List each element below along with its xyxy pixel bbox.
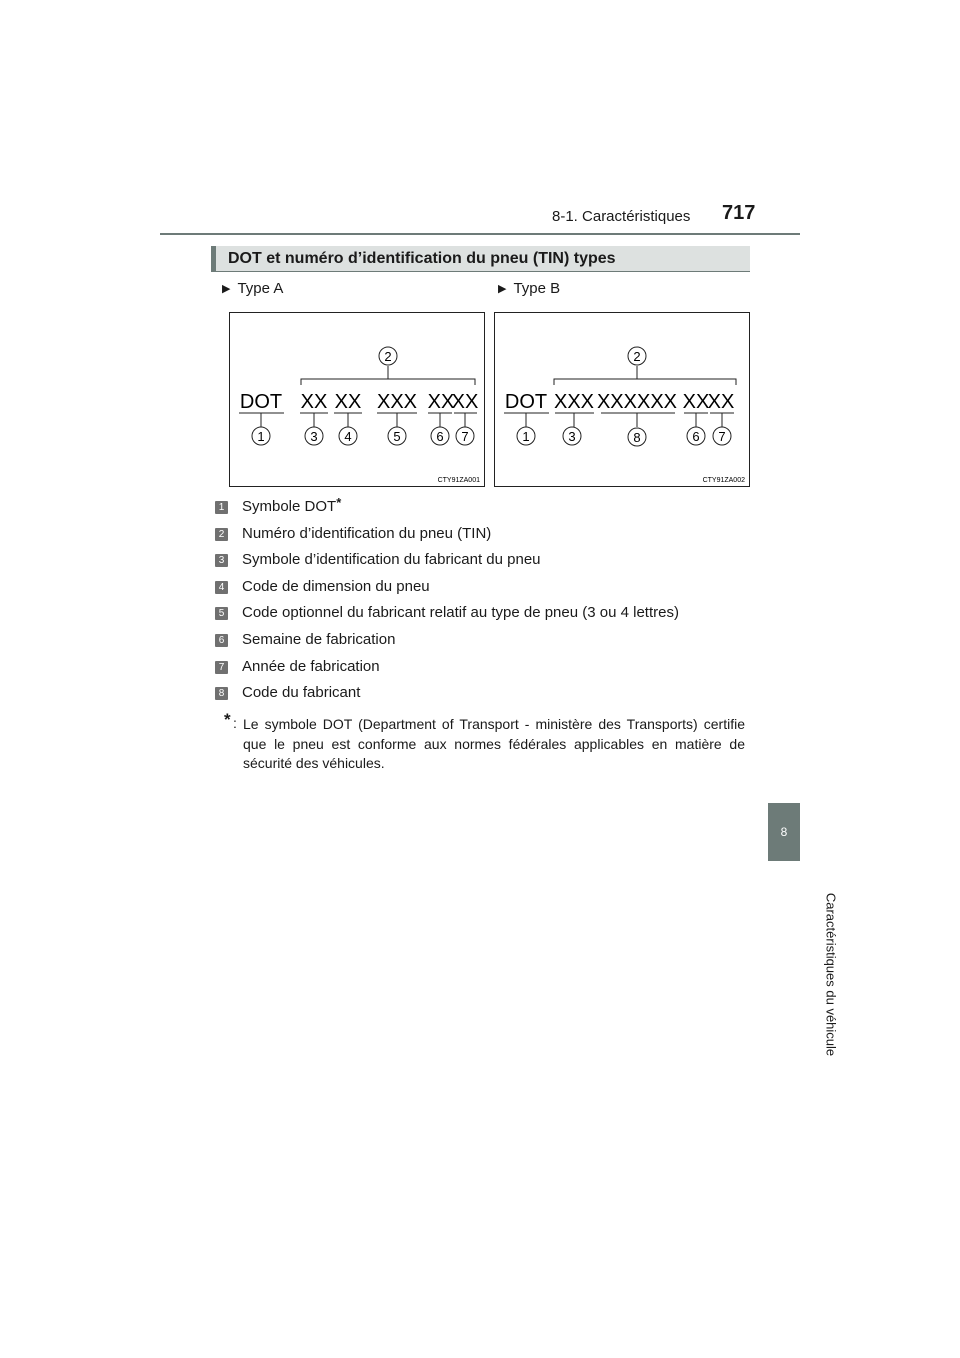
- footnote-colon: :: [233, 715, 237, 731]
- footnote-star: *: [224, 710, 231, 729]
- code-group-dot: DOT: [504, 391, 548, 413]
- callout-2: 2: [384, 349, 392, 364]
- triangle-right-icon: ▶: [222, 283, 231, 295]
- legend-number: 3: [215, 554, 228, 567]
- section-heading: 8-1. Caractéristiques: [552, 208, 691, 225]
- legend-text: Numéro d’identification du pneu (TIN): [242, 524, 492, 542]
- footnote-marker: *: [336, 495, 342, 510]
- code-group-year: XX: [707, 391, 735, 413]
- legend-text: Semaine de fabrication: [242, 630, 396, 648]
- legend-number: 6: [215, 634, 228, 647]
- legend-number: 8: [215, 687, 228, 700]
- code-group-xxx: XXX: [553, 391, 595, 413]
- code-group-xx-2: XX: [334, 391, 362, 413]
- type-a-heading: [222, 280, 283, 297]
- legend-text: Année de fabrication: [242, 657, 380, 675]
- callout-7: 7: [461, 429, 469, 444]
- legend-number: 4: [215, 581, 228, 594]
- legend-number: 1: [215, 501, 228, 514]
- image-code: CTY91ZA002: [702, 477, 745, 484]
- legend-text: Symbole d’identification du fabricant du pneu: [242, 551, 541, 569]
- page-number: 717: [722, 202, 756, 224]
- legend-number: 2: [215, 528, 228, 541]
- code-group-xxx: XXX: [376, 391, 418, 413]
- callout-6: 6: [436, 429, 444, 444]
- image-code: CTY91ZA001: [437, 477, 480, 484]
- legend-number: 7: [215, 661, 228, 674]
- callout-6: 6: [692, 429, 700, 444]
- footnote-text: Le symbole DOT (Department of Transport - ministère des Transports) certifie que le pneu est conforme aux normes fédérales applicables en matière de sécurité des véhicules.: [243, 716, 745, 771]
- legend-text: Code optionnel du fabricant relatif au type de pneu (3 ou 4 lettres): [242, 604, 679, 622]
- code-group-xxxxxx: XXXXXX: [596, 391, 678, 413]
- header-rule: [160, 233, 800, 235]
- code-group-week: XX: [682, 391, 710, 413]
- callout-3: 3: [568, 429, 576, 444]
- type-b-label: Type B: [513, 280, 561, 297]
- callout-5: 5: [393, 429, 401, 444]
- callout-2: 2: [633, 349, 641, 364]
- callout-1: 1: [522, 429, 530, 444]
- callout-7: 7: [718, 429, 726, 444]
- code-group-xx-1: XX: [300, 391, 328, 413]
- code-group-year: XX: [451, 391, 479, 413]
- chapter-tab: [768, 803, 800, 861]
- type-b-diagram: [494, 312, 750, 487]
- callout-3: 3: [310, 429, 318, 444]
- legend-text: Symbole DOT: [242, 498, 337, 515]
- code-group-week: XX: [427, 391, 455, 413]
- chapter-label: Caractéristiques du véhicule: [823, 892, 839, 1057]
- type-a-diagram: [229, 312, 485, 487]
- section-title: DOT et numéro d’identification du pneu (TIN) types: [228, 250, 616, 267]
- section-title-bar: [211, 246, 750, 272]
- triangle-right-icon: ▶: [498, 283, 507, 295]
- legend-text: Code de dimension du pneu: [242, 577, 430, 595]
- callout-8: 8: [633, 430, 641, 445]
- type-b-heading: [498, 280, 560, 297]
- chapter-number: 8: [780, 825, 788, 839]
- callout-1: 1: [257, 429, 265, 444]
- callout-4: 4: [344, 429, 352, 444]
- legend-number: 5: [215, 607, 228, 620]
- type-a-label: Type A: [237, 280, 284, 297]
- code-group-dot: DOT: [239, 391, 283, 413]
- legend-text: Code du fabricant: [242, 684, 361, 702]
